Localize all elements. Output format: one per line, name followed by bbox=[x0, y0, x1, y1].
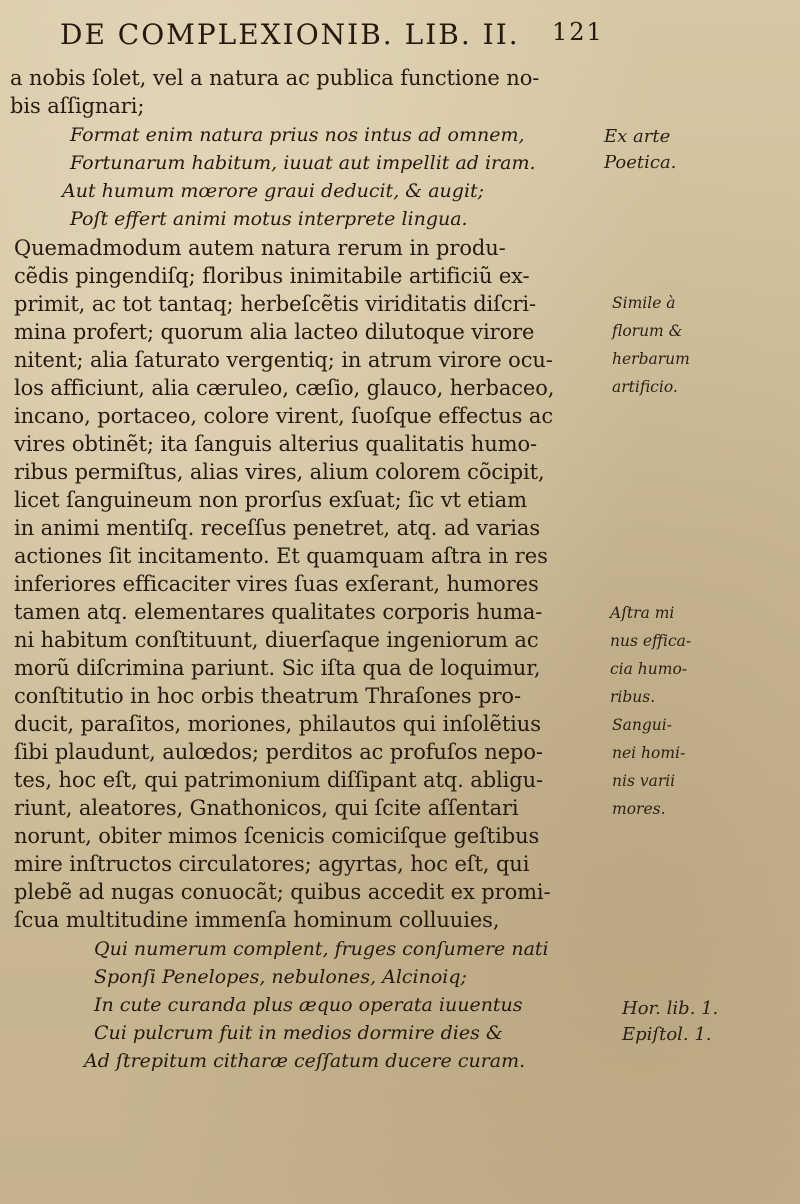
margin-note: nus effica- bbox=[610, 632, 692, 650]
text-line: incano, portaceo, colore virent, ſuoſque effectus ac bbox=[14, 404, 554, 428]
text-line: bis aſſignari; bbox=[10, 94, 145, 118]
margin-note: Aſtra mi bbox=[610, 604, 675, 622]
margin-note: Sangui- bbox=[612, 716, 672, 734]
verse-line: Ad ſtrepitum citharæ ceſſatum ducere curam. bbox=[84, 1050, 526, 1072]
margin-note: Simile à bbox=[612, 294, 676, 312]
running-header bbox=[44, 18, 604, 60]
text-line: ſcua multitudine immenſa hominum colluuies, bbox=[14, 908, 500, 932]
text-line: Quemadmodum autem natura rerum in produ- bbox=[14, 236, 506, 260]
verse-line: Poſt effert animi motus interprete lingua. bbox=[70, 208, 468, 230]
text-line: ni habitum conſtituunt, diuerſaque ingeniorum ac bbox=[14, 628, 539, 652]
verse-line: Sponſi Penelopes, nebulones, Alcinoiq; bbox=[94, 966, 467, 988]
text-line: ducit, paraſitos, moriones, philautos qui inſolẽtius bbox=[14, 712, 541, 736]
text-line: riunt, aleatores, Gnathonicos, qui ſcite aſſentari bbox=[14, 796, 519, 820]
text-line: tes, hoc eſt, qui patrimonium diſſipant atq. abligu- bbox=[14, 768, 544, 792]
margin-note: nei homi- bbox=[612, 744, 686, 762]
text-line: tamen atq. elementares qualitates corporis huma- bbox=[14, 600, 543, 624]
text-line: ſibi plaudunt, aulœdos; perditos ac profuſos nepo- bbox=[14, 740, 543, 764]
text-line: cẽdis pingendiſq; floribus inimitabile artificiũ ex- bbox=[14, 264, 530, 288]
text-line: vires obtinẽt; ita ſanguis alterius qualitatis humo- bbox=[14, 432, 538, 456]
text-line: ribus permiſtus, alias vires, alium colorem cõcipit, bbox=[14, 460, 545, 484]
text-line: nitent; alia ſaturato vergentiq; in atrum virore ocu- bbox=[14, 348, 553, 372]
text-line: actiones ſit incitamento. Et quamquam aſtra in res bbox=[14, 544, 548, 568]
verse-line: In cute curanda plus æquo operata iuuentus bbox=[94, 994, 523, 1016]
margin-note: Ex arte bbox=[604, 126, 671, 147]
margin-note: herbarum bbox=[612, 350, 690, 368]
text-line: norunt, obiter mimos ſcenicis comiciſque geſtibus bbox=[14, 824, 540, 848]
text-line: plebẽ ad nugas conuocãt; quibus accedit ex promi- bbox=[14, 880, 551, 904]
text-line: licet ſanguineum non prorſus exſuat; ſic vt etiam bbox=[14, 488, 527, 512]
text-line: inferiores efficaciter vires ſuas exſerant, humores bbox=[14, 572, 539, 596]
margin-note: Epiſtol. 1. bbox=[622, 1024, 712, 1045]
text-line: mina profert; quorum alia lacteo dilutoque virore bbox=[14, 320, 535, 344]
margin-note: florum & bbox=[612, 322, 683, 340]
verse-line: Aut humum mœrore graui deducit, & augit; bbox=[62, 180, 485, 202]
text-line: primit, ac tot tantaq; herbeſcẽtis viriditatis diſcri- bbox=[14, 292, 537, 316]
margin-note: cia humo- bbox=[610, 660, 688, 678]
text-line: a nobis ſolet, vel a natura ac publica functione no- bbox=[10, 66, 540, 90]
margin-note: nis varii bbox=[612, 772, 676, 790]
verse-line: Qui numerum complent, fruges conſumere nati bbox=[94, 938, 549, 960]
verse-line: Format enim natura prius nos intus ad omnem, bbox=[70, 124, 525, 146]
page-number: 121 bbox=[552, 18, 604, 46]
margin-note: Poetica. bbox=[604, 152, 677, 173]
text-line: los afficiunt, alia cæruleo, cæſio, glauco, herbaceo, bbox=[14, 376, 555, 400]
margin-note: mores. bbox=[612, 800, 666, 818]
margin-note: Hor. lib. 1. bbox=[622, 998, 719, 1019]
text-line: morũ diſcrimina pariunt. Sic iſta qua de loquimur, bbox=[14, 656, 541, 680]
margin-note: ribus. bbox=[610, 688, 656, 706]
verse-line: Fortunarum habitum, iuuat aut impellit ad iram. bbox=[70, 152, 536, 174]
verse-line: Cui pulcrum fuit in medios dormire dies & bbox=[94, 1022, 503, 1044]
text-line: in animi mentiſq. receſſus penetret, atq. ad varias bbox=[14, 516, 540, 540]
margin-note: artificio. bbox=[612, 378, 678, 396]
text-line: mire inſtructos circulatores; agyrtas, hoc eſt, qui bbox=[14, 852, 530, 876]
running-title: DE COMPLEXIONIB. LIB. II. bbox=[60, 18, 520, 51]
text-line: conſtitutio in hoc orbis theatrum Thraſones pro- bbox=[14, 684, 521, 708]
